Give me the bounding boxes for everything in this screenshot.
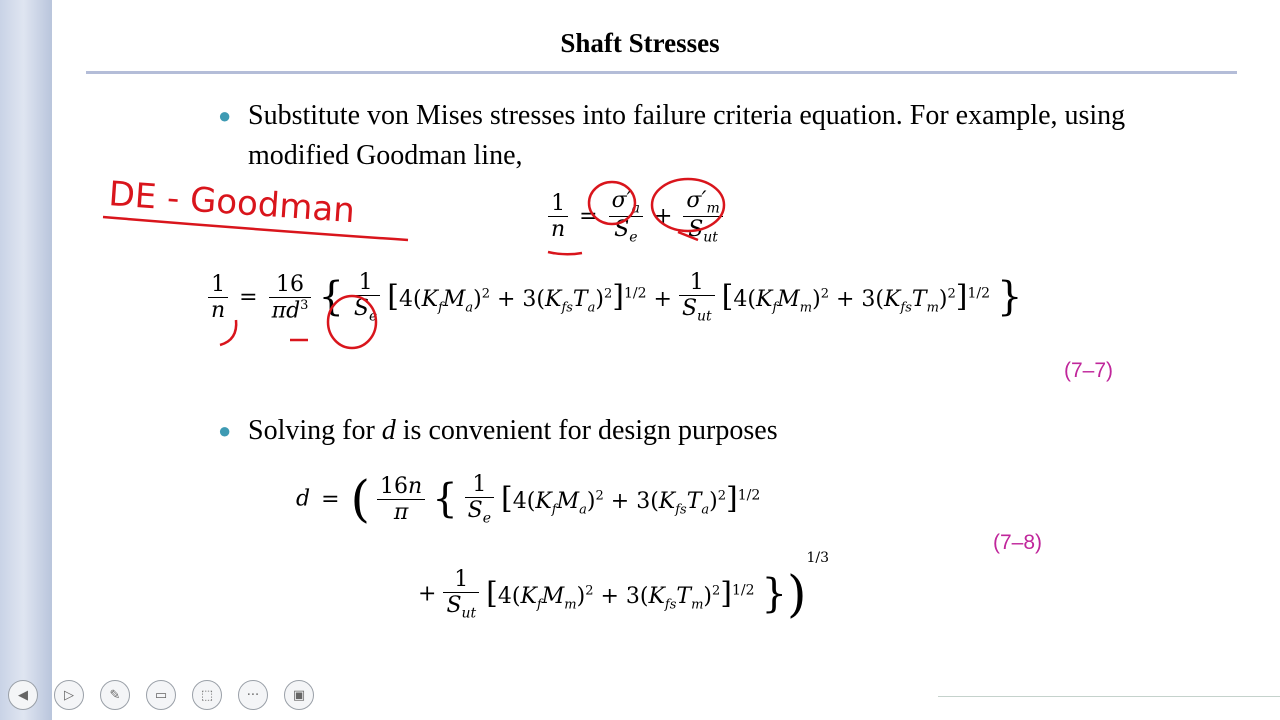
zoom-icon[interactable]: ⬚ (192, 680, 222, 710)
slide-title: Shaft Stresses (560, 28, 720, 58)
goodman-equation: $\frac{1}{n}$ = $\frac{\sigma'_a}{S_e}$ + $\frac{\sigma'_m}{S_{ut}}$ (548, 188, 723, 246)
ink-underline-n (548, 252, 582, 254)
equation-7-8-line-2: + $\frac{1}{S_{ut}}$ $[4(K_fM_m)^2 + 3(K_{fs}T_m)^2]^{1/2}$ })$^{1/3}$ (418, 550, 830, 623)
bullet-text-2: Solving for d is convenient for design purposes (248, 415, 778, 446)
bottom-divider (938, 696, 1280, 697)
bullet-substitute (218, 96, 1128, 176)
bullet-text-1: Substitute von Mises stresses into failure criteria equation. For example, using modified Goodman line, (248, 100, 1126, 171)
bullet-solving (218, 411, 1128, 451)
title-divider (86, 71, 1237, 74)
next-icon[interactable]: ▷ (54, 680, 84, 710)
equation-label-7-8: (7–8) (993, 531, 1043, 554)
bullet-dot-icon: ● (218, 103, 232, 128)
previous-icon[interactable]: ◀ (8, 680, 38, 710)
equation-7-7: $\frac{1}{n}$ = $\frac{16}{\pi d^3}$ { $\frac{1}{S_e}$ $[4(K_fM_a)^2 + 3(K_{fs}T_a)^2]^{1/2}$ + $\frac{1}{S_{ut}}$ $[4(K_fM_m)^2 + 3(K_{fs}T_m)^2]^{1/2}$ } (208, 270, 1022, 324)
pen-icon[interactable]: ✎ (100, 680, 130, 710)
equation-7-8-line-1: d = ( $\frac{16n}{\pi}$ { $\frac{1}{S_e}$ $[4(K_fM_a)^2 + 3(K_{fs}T_a)^2]^{1/2}$ (296, 470, 761, 528)
left-sidebar (0, 0, 52, 720)
subtitles-icon[interactable]: ▭ (146, 680, 176, 710)
slide-show-icon[interactable]: ▣ (284, 680, 314, 710)
equation-label-7-7: (7–7) (1064, 359, 1114, 382)
more-icon[interactable]: ··· (238, 680, 268, 710)
bullet-dot-icon: ● (218, 418, 232, 443)
presenter-toolbar (8, 678, 314, 712)
handwritten-note: DE - Goodman (107, 174, 357, 232)
ink-underline-title (103, 217, 408, 240)
